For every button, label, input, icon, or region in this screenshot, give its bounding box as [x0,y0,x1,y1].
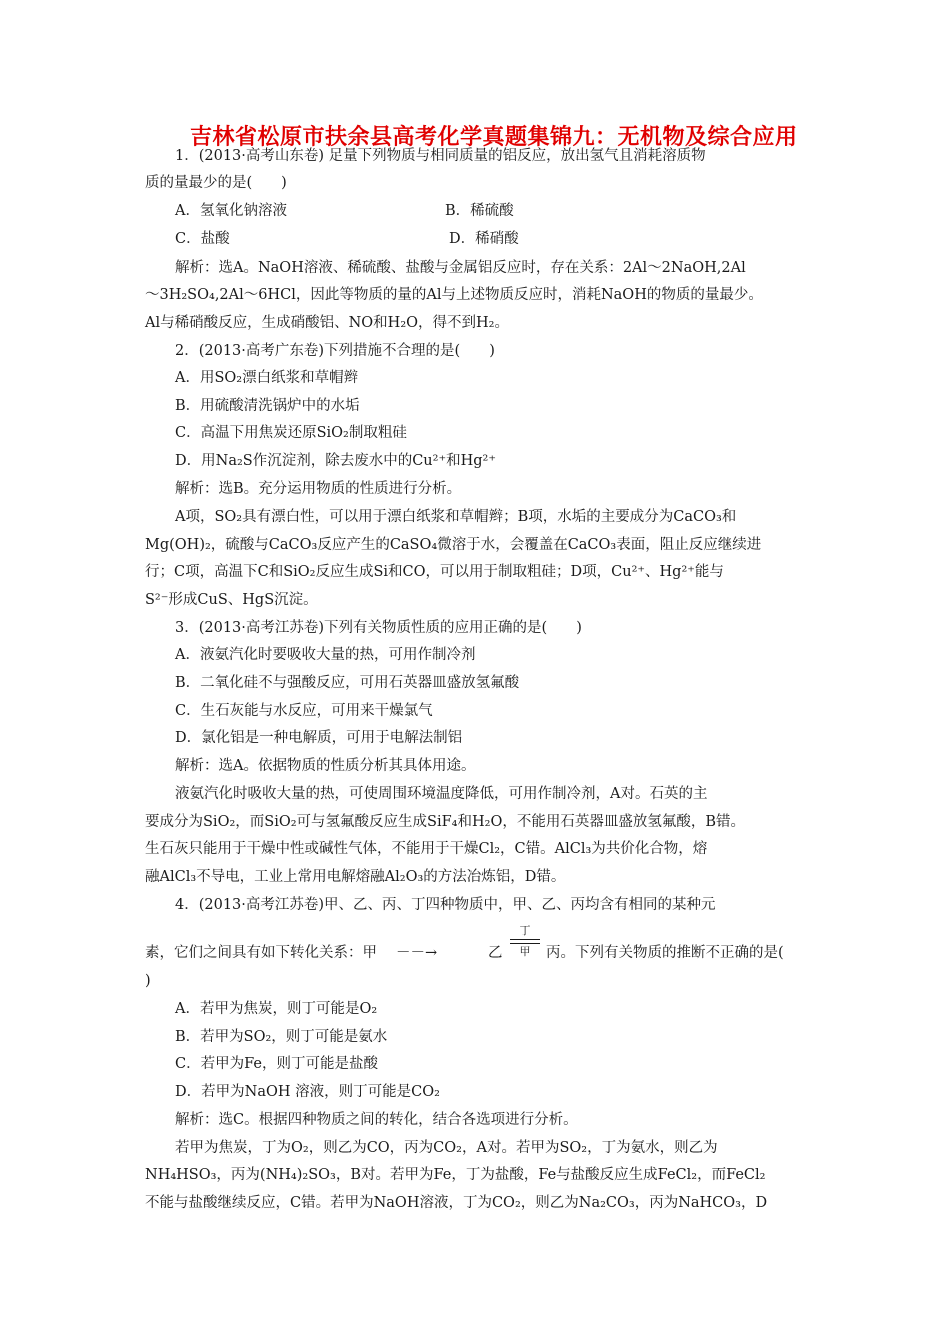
q4-stem-line2-start: 素，它们之间具有如下转化关系：甲 [145,945,377,961]
q1-analysis-line1: 解析：选A。NaOH溶液、稀硫酸、盐酸与金属铝反应时，存在关系：2Al～2NaOH,2Al [175,260,746,276]
q3-analysis-line1: 解析：选A。依据物质的性质分析其具体用途。 [175,758,476,774]
q1-option-c: C．盐酸 [175,231,230,247]
q4-option-c: C．若甲为Fe，则丁可能是盐酸 [175,1056,378,1072]
q1-stem-line2: 质的量最少的是( ) [145,175,287,191]
q1-option-b: B．稀硫酸 [445,203,514,219]
q2-option-d: D．用Na₂S作沉淀剂，除去废水中的Cu²⁺和Hg²⁺ [175,453,496,469]
q2-option-c: C．高温下用焦炭还原SiO₂制取粗硅 [175,425,407,441]
q4-analysis-line1: 解析：选C。根据四种物质之间的转化，结合各选项进行分析。 [175,1112,578,1128]
q4-stem-line2-end: 丙。下列有关物质的推断不正确的是( [546,945,784,961]
q4-option-b: B．若甲为SO₂，则丁可能是氨水 [175,1029,388,1045]
q4-stem-line1: 4．(2013·高考江苏卷)甲、乙、丙、丁四种物质中，甲、乙、丙均含有相同的某种元 [175,897,716,913]
q2-analysis-line3: Mg(OH)₂，硫酸与CaCO₃反应产生的CaSO₄微溶于水，会覆盖在CaCO₃表面，阻止反应继续进 [145,537,762,553]
equilibrium-line-forward [510,939,540,940]
equilibrium-line-reverse [510,943,540,944]
q2-analysis-line1: 解析：选B。充分运用物质的性质进行分析。 [175,481,462,497]
q3-option-a: A．液氨汽化时要吸收大量的热，可用作制冷剂 [175,647,476,663]
q2-option-a: A．用SO₂漂白纸浆和草帽辫 [175,370,359,386]
q2-analysis-line4: 行；C项，高温下C和SiO₂反应生成Si和CO，可以用于制取粗硅；D项，Cu²⁺、Hg²⁺能与 [145,564,724,580]
equilibrium-bottom-label: 甲 [519,945,531,958]
q1-option-d: D．稀硝酸 [449,231,519,247]
reaction-arrow: －－→ [396,945,438,961]
q3-option-b: B．二氧化硅不与强酸反应，可用石英器皿盛放氢氟酸 [175,675,520,691]
q3-stem: 3．(2013·高考江苏卷)下列有关物质性质的应用正确的是( ) [175,620,582,636]
q2-analysis-line2: A项，SO₂具有漂白性，可以用于漂白纸浆和草帽辫；B项，水垢的主要成分为CaCO₃和 [175,509,737,525]
q1-stem-line1: 1．(2013·高考山东卷) 足量下列物质与相同质量的铝反应，放出氢气且消耗溶质物 [175,148,706,164]
q3-analysis-line3: 要成分为SiO₂，而SiO₂可与氢氟酸反应生成SiF₄和H₂O，不能用石英器皿盛放氢氟酸，B错。 [145,814,745,830]
q3-analysis-line5: 融AlCl₃不导电，工业上常用电解熔融Al₂O₃的方法冶炼铝，D错。 [145,869,566,885]
equilibrium-top-label: 丁 [519,924,531,937]
equilibrium-arrow [510,925,540,961]
reaction-product-yi: 乙 [488,945,503,961]
q1-option-a: A．氢氧化钠溶液 [175,203,287,219]
q2-stem: 2．(2013·高考广东卷)下列措施不合理的是( ) [175,343,495,359]
q4-option-a: A．若甲为焦炭，则丁可能是O₂ [175,1001,378,1017]
document-title: 吉林省松原市扶余县高考化学真题集锦九：无机物及综合应用 [190,125,798,150]
q4-analysis-line2: 若甲为焦炭，丁为O₂，则乙为CO，丙为CO₂，A对。若甲为SO₂，丁为氨水，则乙为 [175,1140,718,1156]
q4-stem-line3: ) [145,973,151,989]
q3-option-c: C．生石灰能与水反应，可用来干燥氯气 [175,703,433,719]
q4-analysis-line3: NH₄HSO₃，丙为(NH₄)₂SO₃，B对。若甲为Fe，丁为盐酸，Fe与盐酸反应生成FeCl₂，而FeCl₂ [145,1167,766,1183]
q1-analysis-line3: Al与稀硝酸反应，生成硝酸铝、NO和H₂O，得不到H₂。 [145,315,509,331]
q4-option-d: D．若甲为NaOH 溶液，则丁可能是CO₂ [175,1084,440,1100]
q3-analysis-line4: 生石灰只能用于干燥中性或碱性气体，不能用于干燥Cl₂，C错。AlCl₃为共价化合物，熔 [145,841,708,857]
q2-option-b: B．用硫酸清洗锅炉中的水垢 [175,398,360,414]
q2-analysis-line5: S²⁻形成CuS、HgS沉淀。 [145,592,318,608]
q4-analysis-line4: 不能与盐酸继续反应，C错。若甲为NaOH溶液，丁为CO₂，则乙为Na₂CO₃，丙为NaHCO₃，D [145,1195,768,1211]
q3-analysis-line2: 液氨汽化时吸收大量的热，可使周围环境温度降低，可用作制冷剂，A对。石英的主 [175,786,708,802]
q1-analysis-line2: ～3H₂SO₄,2Al～6HCl，因此等物质的量的Al与上述物质反应时，消耗NaOH的物质的量最少。 [145,287,763,303]
q3-option-d: D．氯化铝是一种电解质，可用于电解法制铝 [175,730,463,746]
